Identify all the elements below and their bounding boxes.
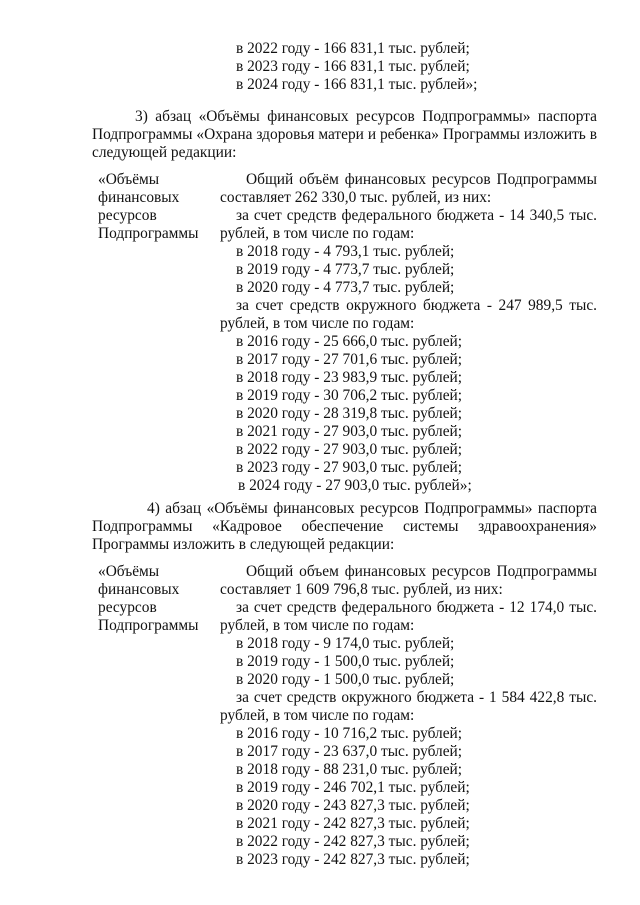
section4-federal-line: рублей, в том числе по годам: <box>220 617 415 634</box>
section4-district-line: рублей, в том числе по годам: <box>220 707 415 724</box>
section4-total-line: составляет 1 609 796,8 тыс. рублей, из них: <box>220 581 503 598</box>
section4-district-year: в 2018 году - 88 231,0 тыс. рублей; <box>236 761 463 778</box>
section3-intro-line: Подпрограммы «Охрана здоровья матери и ребенка» Программы изложить в <box>92 126 597 143</box>
section4-district-year: в 2016 году - 10 716,2 тыс. рублей; <box>236 725 463 742</box>
section3-label: ресурсов <box>98 207 157 224</box>
section4-federal-line: за счет средств федерального бюджета - 12 174,0 тыс. <box>236 599 597 616</box>
top-year-line: в 2022 году - 166 831,1 тыс. рублей; <box>236 40 470 57</box>
section4-label: Подпрограммы <box>98 617 199 634</box>
section4-district-year: в 2017 году - 23 637,0 тыс. рублей; <box>236 743 463 760</box>
section3-intro-line: следующей редакции: <box>92 144 237 161</box>
section3-federal-year: в 2020 году - 4 773,7 тыс. рублей; <box>236 279 455 296</box>
section3-federal-year: в 2019 году - 4 773,7 тыс. рублей; <box>236 261 455 278</box>
section3-district-year: в 2022 году - 27 903,0 тыс. рублей; <box>236 441 463 458</box>
top-year-line: в 2024 году - 166 831,1 тыс. рублей»; <box>236 76 478 93</box>
section3-total-line: Общий объём финансовых ресурсов Подпрограммы <box>246 171 597 188</box>
section3-district-year: в 2016 году - 25 666,0 тыс. рублей; <box>236 333 463 350</box>
section4-label: ресурсов <box>98 599 157 616</box>
section4-district-year: в 2022 году - 242 827,3 тыс. рублей; <box>236 833 470 850</box>
section3-district-year: в 2023 году - 27 903,0 тыс. рублей; <box>236 459 463 476</box>
section4-federal-year: в 2019 году - 1 500,0 тыс. рублей; <box>236 653 455 670</box>
section3-district-year: в 2020 году - 28 319,8 тыс. рублей; <box>236 405 463 422</box>
section4-intro-line: Подпрограммы «Кадровое обеспечение системы здравоохранения» <box>92 518 597 535</box>
section4-total-line: Общий объем финансовых ресурсов Подпрограммы <box>246 563 597 580</box>
section3-total-line: составляет 262 330,0 тыс. рублей, из них: <box>220 189 492 206</box>
section4-intro-line: 4) абзац «Объёмы финансовых ресурсов Подпрограммы» паспорта <box>147 500 597 517</box>
section4-federal-year: в 2018 году - 9 174,0 тыс. рублей; <box>236 635 455 652</box>
section3-district-line: рублей, в том числе по годам: <box>220 315 415 332</box>
section3-district-year: в 2024 году - 27 903,0 тыс. рублей»; <box>238 477 472 494</box>
section3-label: финансовых <box>98 189 180 206</box>
section4-district-year: в 2021 году - 242 827,3 тыс. рублей; <box>236 815 470 832</box>
section3-federal-year: в 2018 году - 4 793,1 тыс. рублей; <box>236 243 455 260</box>
section4-district-line: за счет средств окружного бюджета - 1 584 422,8 тыс. <box>236 689 597 706</box>
section3-label: Подпрограммы <box>98 225 199 242</box>
section4-federal-year: в 2020 году - 1 500,0 тыс. рублей; <box>236 671 455 688</box>
section3-federal-line: рублей, в том числе по годам: <box>220 225 415 242</box>
section4-district-year: в 2019 году - 246 702,1 тыс. рублей; <box>236 779 470 796</box>
section3-district-year: в 2021 году - 27 903,0 тыс. рублей; <box>236 423 463 440</box>
section3-district-year: в 2018 году - 23 983,9 тыс. рублей; <box>236 369 463 386</box>
section4-district-year: в 2023 году - 242 827,3 тыс. рублей; <box>236 851 470 868</box>
section3-intro-line: 3) абзац «Объёмы финансовых ресурсов Подпрограммы» паспорта <box>135 108 597 125</box>
section4-district-year: в 2020 году - 243 827,3 тыс. рублей; <box>236 797 470 814</box>
section3-district-line: за счет средств окружного бюджета - 247 989,5 тыс. <box>236 297 597 314</box>
section3-federal-line: за счет средств федерального бюджета - 14 340,5 тыс. <box>236 207 597 224</box>
section3-label: «Объёмы <box>98 171 160 188</box>
section3-district-year: в 2017 году - 27 701,6 тыс. рублей; <box>236 351 463 368</box>
section4-label: «Объёмы <box>98 563 160 580</box>
top-year-line: в 2023 году - 166 831,1 тыс. рублей; <box>236 58 470 75</box>
section4-intro-line: Программы изложить в следующей редакции: <box>92 536 395 553</box>
section4-label: финансовых <box>98 581 180 598</box>
section3-district-year: в 2019 году - 30 706,2 тыс. рублей; <box>236 387 463 404</box>
